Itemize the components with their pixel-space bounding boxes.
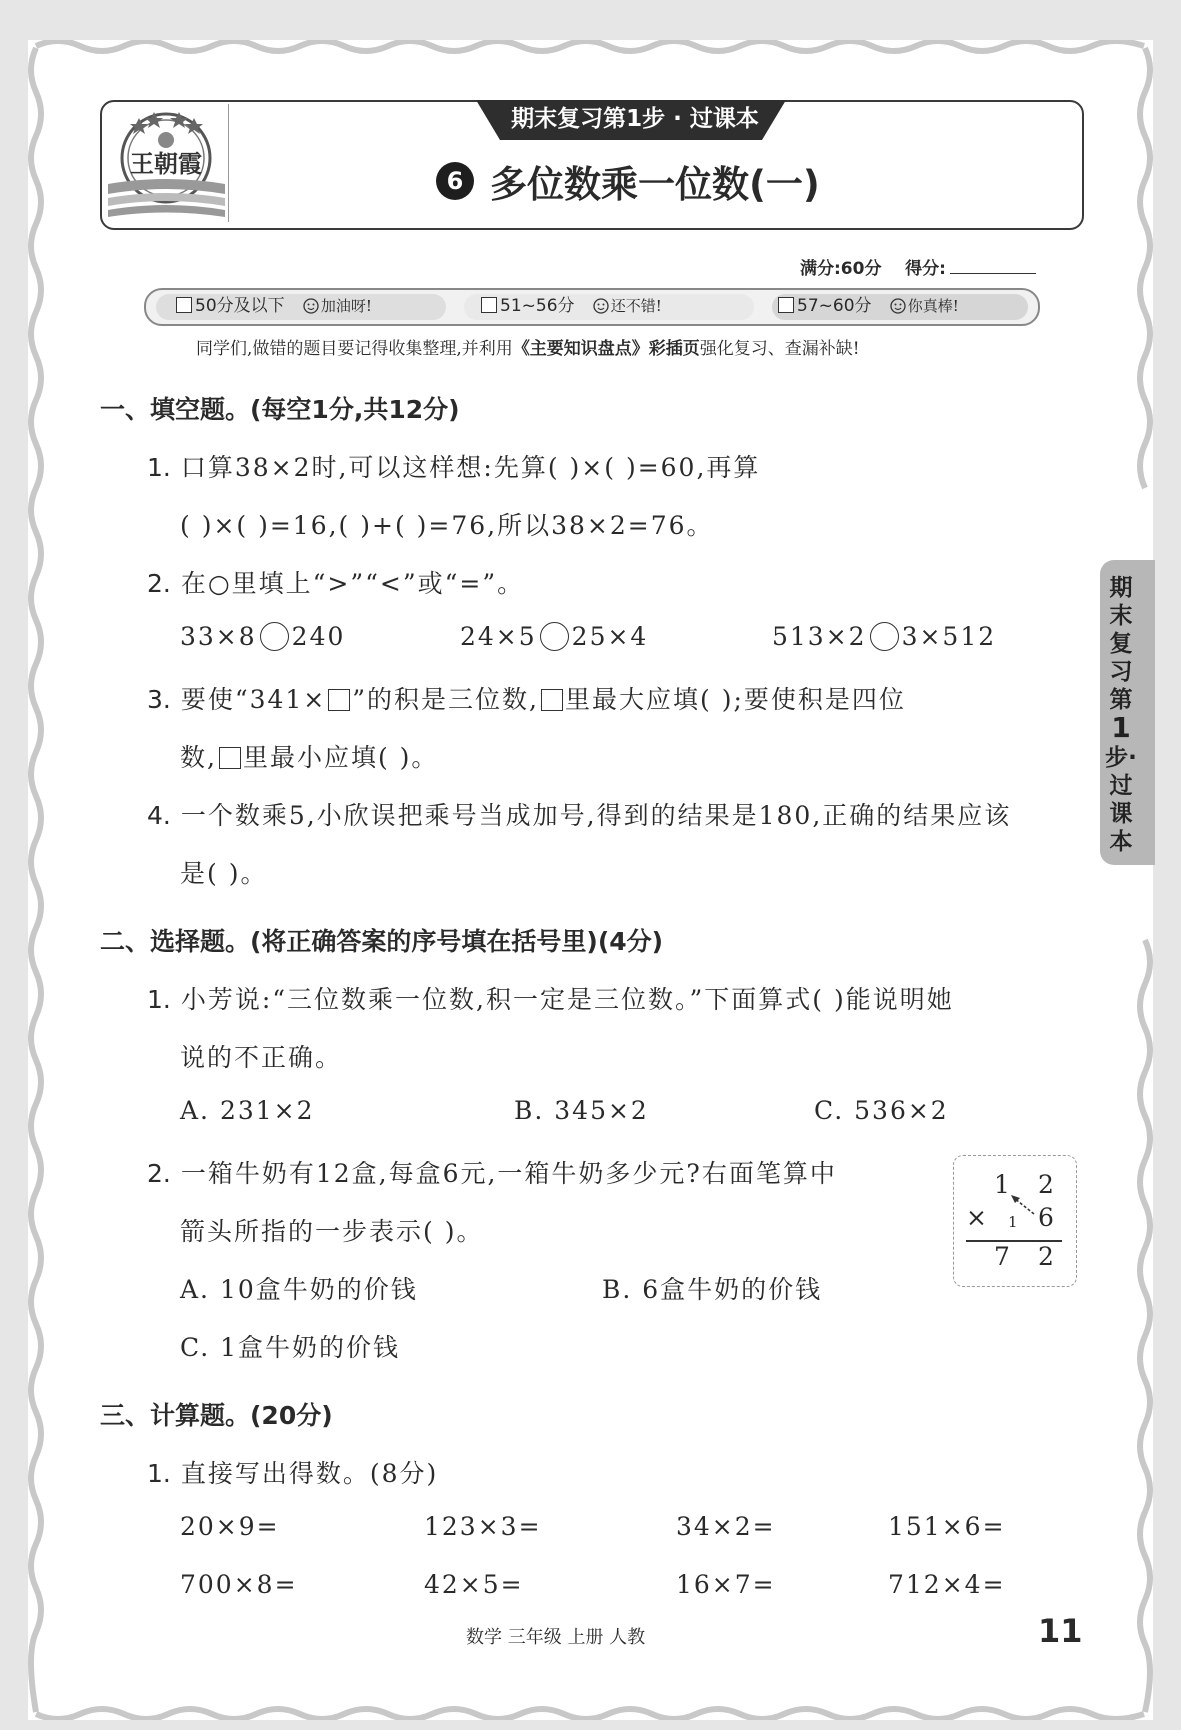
compare-2	[460, 622, 648, 651]
question-text: 里最小应填( )。	[242, 743, 439, 772]
logo-divider	[228, 104, 229, 222]
checkbox[interactable]	[481, 297, 497, 313]
calc-item: 16×7=	[676, 1570, 776, 1599]
question-text: 里最大应填( );要使积是四位	[565, 685, 906, 714]
grade-range: 57~60分	[797, 296, 872, 316]
publisher-logo	[104, 104, 229, 222]
side-tab-step-number: 1	[1111, 711, 1131, 744]
choice-option-c[interactable]: C. 536×2	[814, 1096, 949, 1125]
side-tab-line2: 步·过课本	[1105, 745, 1137, 855]
question-1-3	[147, 680, 906, 716]
side-tab-line1: 期末复习第	[1109, 575, 1133, 713]
compare-right: 240	[291, 622, 346, 651]
question-text: 数,	[180, 743, 217, 772]
grade-option-3[interactable]	[778, 292, 959, 320]
page-number: 11	[1038, 1612, 1083, 1650]
blank-square[interactable]	[328, 689, 350, 711]
checkbox[interactable]	[176, 297, 192, 313]
notice-text	[196, 334, 860, 359]
multiplier: 6	[1038, 1203, 1054, 1232]
lesson-title: 多位数乘一位数(一)	[490, 163, 820, 206]
multiplicand-ones: 2	[1038, 1170, 1054, 1199]
side-tab-label	[1100, 574, 1142, 856]
compare-circle[interactable]	[870, 622, 899, 651]
calc-item: 34×2=	[676, 1512, 776, 1541]
notice-highlight: 《主要知识盘点》彩插页	[512, 339, 700, 359]
cheer-text: 你真棒!	[907, 297, 959, 315]
notice-after: 强化复习、查漏补缺!	[699, 339, 860, 359]
cheer-text: 还不错!	[610, 297, 662, 315]
choice-option-a[interactable]: A. 231×2	[180, 1096, 315, 1125]
question-text: 口算38×2时,可以这样想:先算( )×( )=60,再算	[180, 453, 761, 482]
svg-text:王朝霞: 王朝霞	[130, 149, 202, 178]
calc-item: 42×5=	[424, 1570, 524, 1599]
question-number: 1.	[147, 453, 171, 482]
smiley-face-icon	[591, 297, 611, 315]
step-label: 期末复习第1步 · 过课本	[511, 106, 759, 132]
question-number: 3.	[147, 685, 171, 714]
footer-text: 数学 三年级 上册 人教	[466, 1627, 646, 1648]
score-line	[800, 254, 1036, 279]
question-2-1	[147, 980, 954, 1016]
choice-option-b[interactable]: B. 345×2	[514, 1096, 649, 1125]
question-number: 1.	[147, 1459, 171, 1488]
section-heading-multiple-choice: 二、选择题。(将正确答案的序号填在括号里)(4分)	[100, 927, 664, 956]
blank-square[interactable]	[541, 689, 563, 711]
question-2-2	[147, 1154, 837, 1190]
grade-option-2[interactable]	[481, 292, 662, 320]
compare-left: 24×5	[460, 622, 537, 651]
compare-right: 3×512	[901, 622, 997, 651]
choice-option-a[interactable]: A. 10盒牛奶的价钱	[180, 1275, 418, 1304]
compare-3	[772, 622, 996, 651]
section-heading-calculation: 三、计算题。(20分)	[100, 1401, 333, 1430]
question-text: 直接写出得数。(8分)	[180, 1459, 439, 1488]
question-2-1-cont: 说的不正确。	[180, 1043, 343, 1072]
smiley-face-icon	[888, 297, 908, 315]
section-heading-fill-blanks: 一、填空题。(每空1分,共12分)	[100, 395, 460, 424]
checkbox[interactable]	[778, 297, 794, 313]
product-tens: 7	[994, 1242, 1010, 1271]
score-blank[interactable]	[950, 273, 1036, 274]
question-number: 2.	[147, 1159, 171, 1188]
carry-digit: 1	[1008, 1213, 1018, 1231]
grade-range: 51~56分	[500, 296, 575, 316]
blank-square[interactable]	[219, 747, 241, 769]
compare-circle[interactable]	[260, 622, 289, 651]
question-number: 4.	[147, 801, 171, 830]
calc-item: 20×9=	[180, 1512, 280, 1541]
question-2-2-cont: 箭头所指的一步表示( )。	[180, 1217, 484, 1246]
notice-before: 同学们,做错的题目要记得收集整理,并利用	[196, 339, 513, 359]
smiley-face-icon	[301, 297, 321, 315]
multiplicand-tens: 1	[994, 1170, 1010, 1199]
compare-1	[180, 622, 345, 651]
question-text: 一箱牛奶有12盒,每盒6元,一箱牛奶多少元?右面笔算中	[180, 1159, 837, 1188]
question-1-2	[147, 564, 524, 600]
question-1-3-cont	[180, 738, 438, 774]
multiply-sign: ×	[966, 1203, 987, 1232]
question-text: 在○里填上“>”“<”或“=”。	[180, 569, 525, 598]
lesson-number-badge: 6	[436, 162, 474, 200]
score-obtained-label: 得分:	[905, 259, 946, 279]
full-score: 满分:60分	[800, 259, 882, 279]
question-number: 2.	[147, 569, 171, 598]
question-text: 小芳说:“三位数乘一位数,积一定是三位数。”下面算式( )能说明她	[180, 985, 954, 1014]
choice-option-b[interactable]: B. 6盒牛奶的价钱	[602, 1275, 823, 1304]
calc-item: 700×8=	[180, 1570, 298, 1599]
choice-option-c[interactable]: C. 1盒牛奶的价钱	[180, 1333, 401, 1362]
product-ones: 2	[1038, 1242, 1054, 1271]
calc-item: 123×3=	[424, 1512, 542, 1541]
arrow-icon	[1008, 1192, 1038, 1216]
question-1-4-cont: 是( )。	[180, 859, 268, 888]
compare-left: 513×2	[772, 622, 867, 651]
grade-range: 50分及以下	[195, 296, 285, 316]
grade-option-1[interactable]	[176, 292, 372, 320]
question-3-1	[147, 1454, 438, 1490]
question-number: 1.	[147, 985, 171, 1014]
calc-item: 151×6=	[888, 1512, 1006, 1541]
calc-item: 712×4=	[888, 1570, 1006, 1599]
question-1-4	[147, 796, 1011, 832]
compare-left: 33×8	[180, 622, 257, 651]
question-text: 一个数乘5,小欣误把乘号当成加号,得到的结果是180,正确的结果应该	[180, 801, 1012, 830]
question-1-1-cont: ( )×( )=16,( )+( )=76,所以38×2=76。	[180, 511, 714, 540]
question-1-1	[147, 448, 760, 484]
compare-circle[interactable]	[540, 622, 569, 651]
cheer-text: 加油呀!	[320, 297, 372, 315]
compare-right: 25×4	[571, 622, 649, 651]
question-text: 要使“341×	[180, 685, 327, 714]
question-text: ”的积是三位数,	[352, 685, 539, 714]
